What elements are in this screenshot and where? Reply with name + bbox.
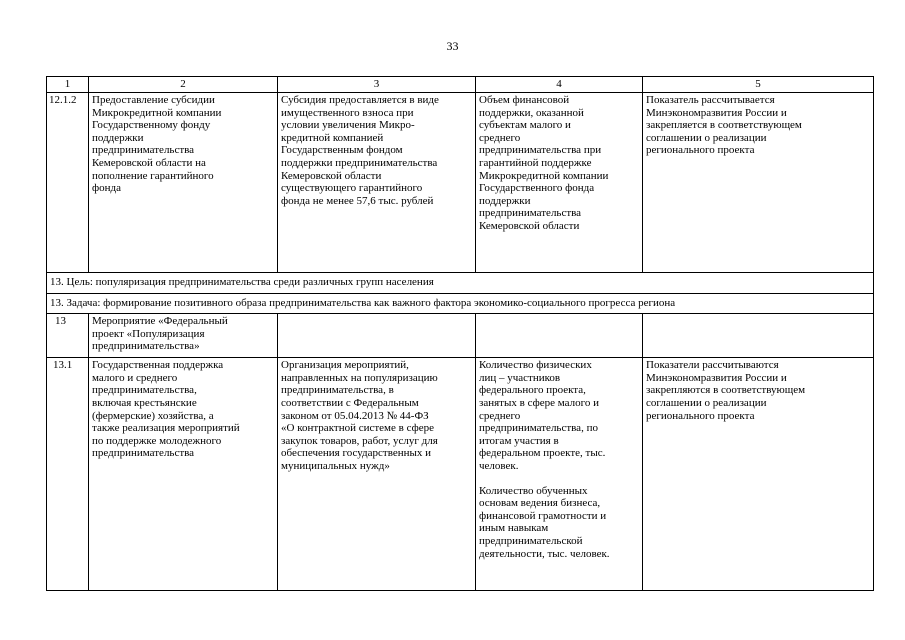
task-row — [47, 293, 874, 314]
note-cell: Показатель рассчитывается Минэкономразвития России и закрепляется в соответствующем соглашении о реализации регионального проекта — [643, 93, 874, 273]
empty-cell — [643, 314, 874, 358]
note-cell: Показатели рассчитываются Минэкономразвития России и закрепляются в соответствующем соглашении о реализации регионального проекта — [643, 358, 874, 591]
table-row-13 — [47, 314, 874, 358]
row-number: 13.1 — [47, 358, 89, 591]
page-number: 33 — [446, 39, 459, 53]
event-cell: Мероприятие «Федеральный проект «Популяризация предпринимательства» — [89, 314, 278, 358]
condition-cell: Субсидия предоставляется в виде имущественного взноса при условии увеличения Микро- кредитной компанией Государственным фондом поддержки предпринимательства Кемеровской области существующего гарантийного фонда не менее 57,6 тыс. рублей — [278, 93, 476, 273]
condition-cell: Организация мероприятий, направленных на популяризацию предпринимательства, в соответствии с Федеральным законом от 05.04.2013 № 44-ФЗ «О контрактной системе в сфере закупок товаров, работ, услуг для обеспечения государственных и муниципальных нужд» — [278, 358, 476, 591]
row-number: 12.1.2 — [47, 93, 89, 273]
header-cell-5: 5 — [643, 77, 874, 93]
indicator-1: Количество физических лиц – участников федерального проекта, занятых в сфере малого и среднего предпринимательства, по итогам участия в федеральном проекте, тыс. человек. — [479, 359, 606, 472]
task-text: 13. Задача: формирование позитивного образа предпринимательства как важного фактора экономико-социального прогресса региона — [47, 293, 874, 314]
empty-cell — [278, 314, 476, 358]
indicator-cell: Объем финансовой поддержки, оказанной субъектам малого и среднего предпринимательства при гарантийной поддержке Микрокредитной компании Государственного фонда поддержки предпринимательства Кемеровской области — [476, 93, 643, 273]
indicator-2: Количество обученных основам ведения бизнеса, финансовой грамотности и иным навыкам предпринимательской деятельности, тыс. человек. — [479, 484, 610, 560]
event-cell: Государственная поддержка малого и среднего предпринимательства, включая крестьянские (фермерские) хозяйства, а также реализация мероприятий по поддержке молодежного предпринимательства — [89, 358, 278, 591]
header-cell-2: 2 — [89, 77, 278, 93]
header-cell-1: 1 — [47, 77, 89, 93]
measures-table — [46, 76, 874, 591]
table-row-12-1-2 — [47, 93, 874, 273]
indicator-gap — [479, 473, 639, 485]
goal-row — [47, 273, 874, 294]
row-number: 13 — [47, 314, 89, 358]
event-cell: Предоставление субсидии Микрокредитной компании Государственному фонду поддержки предпринимательства Кемеровской области на пополнение гарантийного фонда — [89, 93, 278, 273]
indicator-cell — [476, 358, 643, 591]
header-cell-3: 3 — [278, 77, 476, 93]
table-header-row — [47, 77, 874, 93]
header-cell-4: 4 — [476, 77, 643, 93]
table-row-13-1 — [47, 358, 874, 591]
empty-cell — [476, 314, 643, 358]
goal-text: 13. Цель: популяризация предпринимательства среди различных групп населения — [47, 273, 874, 294]
